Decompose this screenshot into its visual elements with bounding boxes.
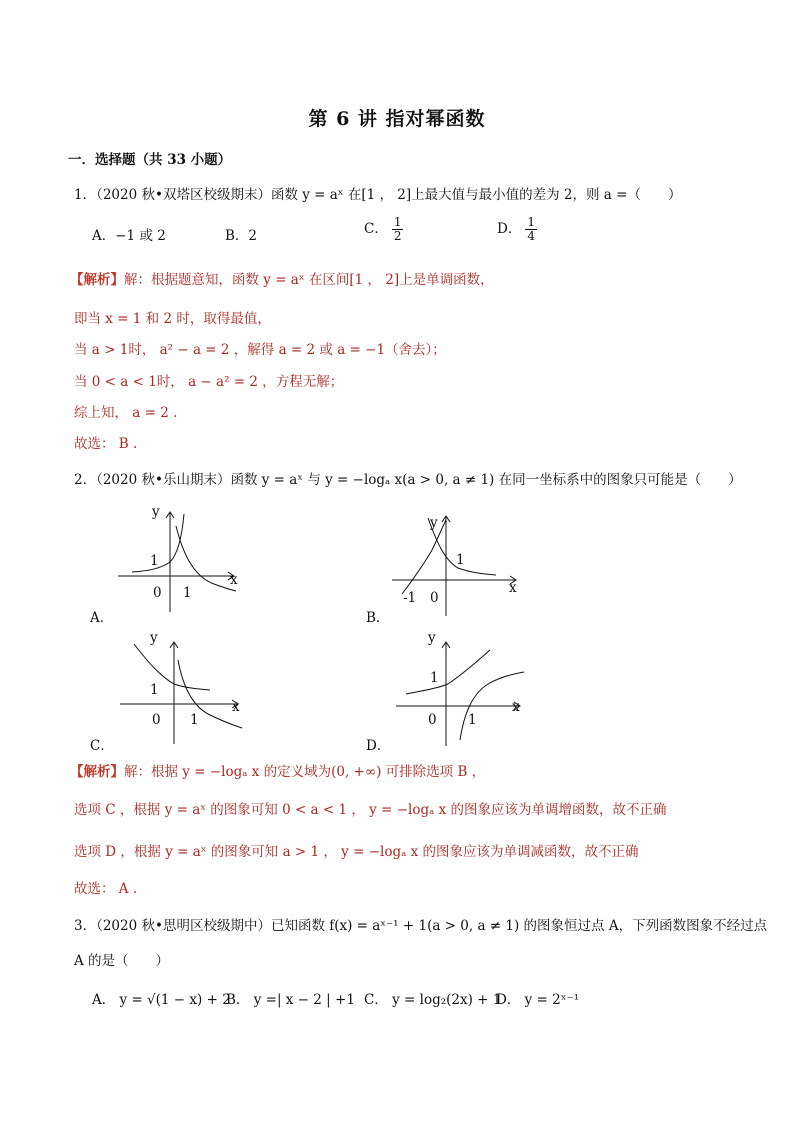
q1-analysis-line-3: 当 a > 1时， a² − a = 2 ，解得 a = 2 或 a = −1（舍去）； [74,342,446,358]
q2-graph-d-one-x: 1 [468,712,477,728]
q2-graph-d-x-label: x [512,699,520,715]
q2-graph-c-zero: 0 [152,712,161,728]
q3-stem-line-2: A 的是（ ） [74,953,170,969]
q2-analysis-line-3: 选项 D ，根据 y = aˣ 的图象可知 a > 1 ， y = −logₐ x 的图象应该为单调减函数，故不正确 [74,844,639,860]
q3-option-a: A． y = √(1 − x) + 2 [92,992,231,1008]
q1-option-c-numerator: 1 [393,215,402,229]
q3-option-b: B． y =| x − 2 | +1 [226,992,355,1008]
q2-stem: 2．（2020 秋•乐山期末）函数 y = aˣ 与 y = −logₐ x(a > 0, a ≠ 1) 在同一坐标系中的图象只可能是（ ） [74,472,742,488]
q2-graph-d-zero: 0 [428,712,437,728]
section-heading: 一．选择题（共 33 小题） [68,152,232,168]
q1-option-c-fraction [392,216,404,243]
q1-option-c-denominator: 2 [393,229,402,243]
q2-graph-a [110,500,250,618]
q2-graph-b-y-label: y [430,515,438,531]
q2-graph-a-one-y: 1 [150,553,159,569]
q1-analysis-line-5: 综上知， a = 2 . [74,405,178,421]
q2-graph-c-label: C． [90,738,114,754]
q1-option-d-denominator: 4 [527,229,535,243]
q2-graph-a-zero: 0 [153,585,162,601]
q1-analysis-line-4: 当 0 < a < 1时， a − a² = 2 ，方程无解； [74,374,344,390]
q2-graph-c-one-x: 1 [190,712,199,728]
q3-option-c: C． y = log₂(2x) + 1 [364,992,502,1008]
q1-option-d-numerator: 1 [527,215,535,229]
q2-graph-c-x-label: x [232,699,240,715]
q2-analysis-tag: 【解析】 [70,764,124,780]
q1-analysis-text-1: 解：根据题意知，函数 y = aˣ 在区间[1 ， 2]上是单调函数， [124,272,494,288]
q1-option-b: B．2 [225,228,258,244]
q1-analysis-line-1 [70,268,494,288]
q2-graph-a-one-x: 1 [183,585,192,601]
q2-graph-a-x-label: x [230,572,238,588]
q2-graph-d [392,634,532,750]
q2-answer: 故选： A . [74,881,138,897]
q2-graph-d-one-y: 1 [430,670,439,686]
q1-option-d-label: D． [497,221,522,237]
q3-option-d: D． y = 2ˣ⁻¹ [496,992,579,1008]
q2-graph-c-y-label: y [150,630,158,646]
q1-stem: 1．（2020 秋•双塔区校级期末）函数 y = aˣ 在[1 ， 2]上最大值与最小值的差为 2，则 a =（ ） [74,187,682,203]
q2-analysis-line-2: 选项 C ，根据 y = aˣ 的图象可知 0 < a < 1 ， y = −logₐ x 的图象应该为单调增函数，故不正确 [74,802,667,818]
q2-graph-b-neg-one: -1 [403,590,417,606]
q1-option-c [364,216,403,243]
q1-analysis-line-2: 即当 x = 1 和 2 时，取得最值， [74,311,271,327]
q2-graph-b-x-label: x [509,580,517,596]
q2-graph-c [112,632,252,748]
q2-graph-b-label: B． [366,610,390,626]
q2-graph-a-label: A． [90,610,114,626]
q2-graph-c-one-y: 1 [150,682,159,698]
q1-answer: 故选： B . [74,436,138,452]
q1-option-c-label: C． [364,221,388,237]
q2-analysis-line-1 [70,760,485,780]
q2-graph-a-y-label: y [152,504,160,520]
q2-graph-b-zero: 0 [430,590,439,606]
page-title: 第 6 讲 指对幂函数 [308,108,486,130]
q1-option-a: A．−1 或 2 [92,228,166,244]
q2-graph-d-y-label: y [428,630,436,646]
q2-analysis-text-1: 解：根据 y = −logₐ x 的定义域为(0, +∞) 可排除选项 B ， [124,764,486,780]
q3-stem-line-1: 3．（2020 秋•思明区校级期中）已知函数 f(x) = aˣ⁻¹ + 1(a > 0, a ≠ 1) 的图象恒过点 A，下列函数图象不经过点 [74,918,768,934]
q1-option-d-fraction [525,216,537,243]
q2-graph-d-label: D． [366,738,391,754]
q2-graph-b-one-y: 1 [456,552,465,568]
q1-option-d [497,216,537,243]
q1-analysis-tag: 【解析】 [70,272,124,288]
